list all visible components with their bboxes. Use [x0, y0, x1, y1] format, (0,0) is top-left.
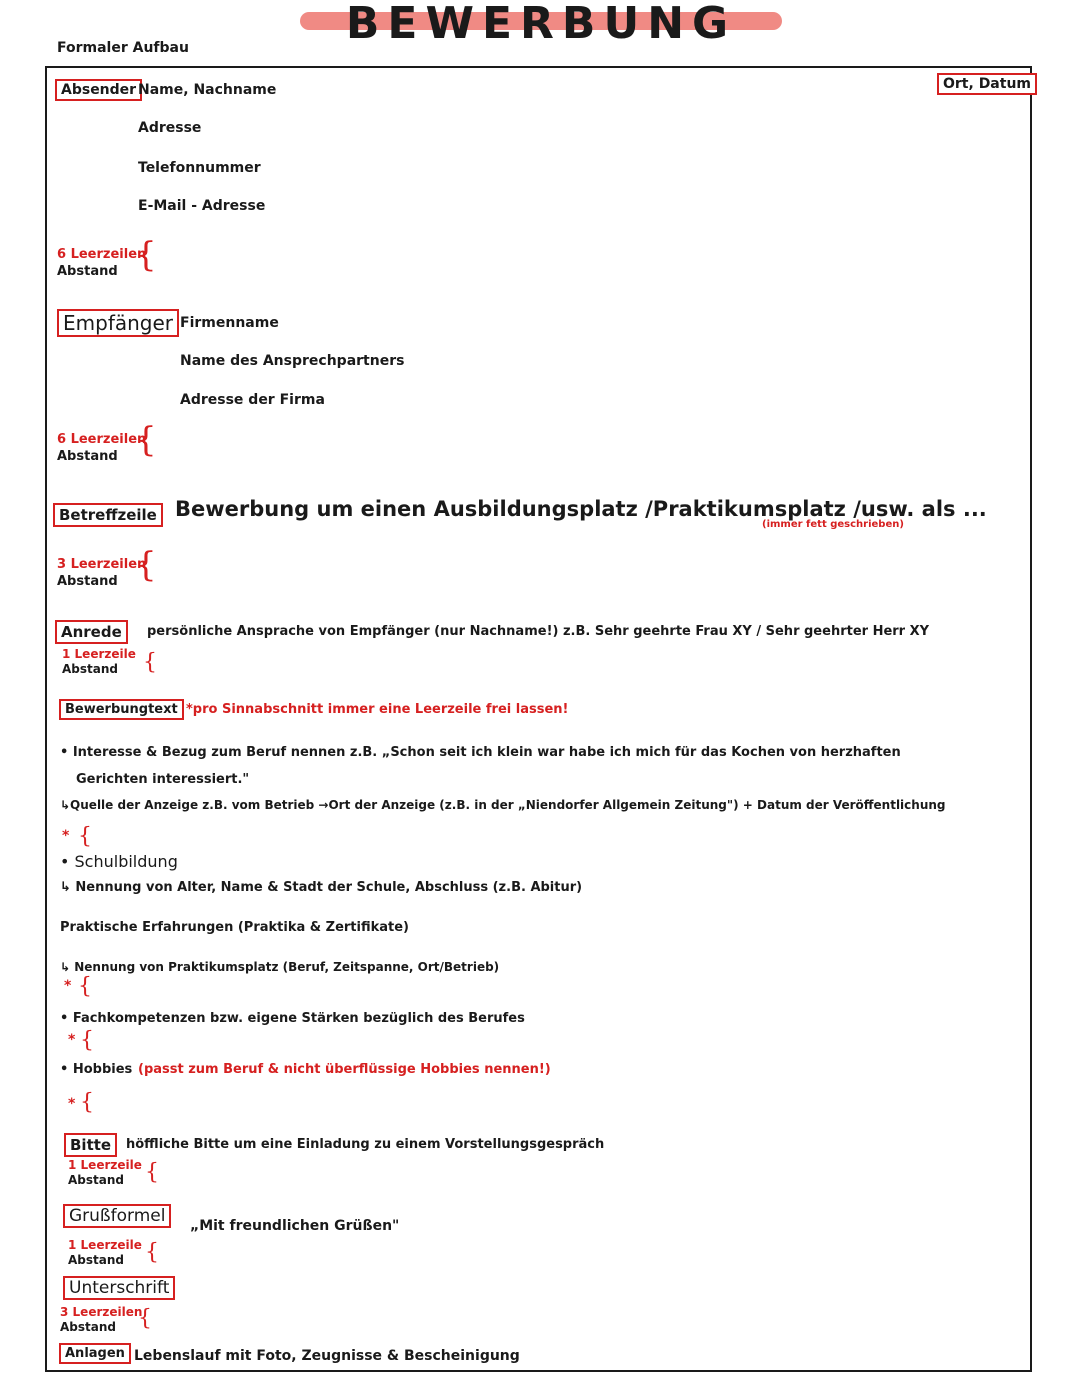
school-heading: • Schulbildung — [60, 852, 178, 871]
request-text: höffliche Bitte um eine Einladung zu einem Vorstellungsgespräch — [126, 1137, 605, 1152]
attachments-label: Anlagen — [59, 1343, 131, 1364]
letter-frame — [45, 66, 1032, 1372]
practical-heading: Praktische Erfahrungen (Praktika & Zertifikate) — [60, 920, 409, 935]
spacing-word: Abstand — [68, 1253, 124, 1267]
spacing-note — [68, 1158, 142, 1188]
signature-label: Unterschrift — [63, 1276, 175, 1300]
school-detail: ↳ Nennung von Alter, Name & Stadt der Schule, Abschluss (z.B. Abitur) — [60, 880, 583, 895]
spacing-word: Abstand — [60, 1320, 116, 1334]
body-note: *pro Sinnabschnitt immer eine Leerzeile frei lassen! — [186, 702, 569, 717]
subject-note: (immer fett geschrieben) — [762, 519, 904, 530]
subject-text: Bewerbung um einen Ausbildungsplatz /Praktikumsplatz /usw. als ... — [175, 497, 987, 521]
request-label: Bitte — [64, 1133, 117, 1157]
closing-text: „Mit freundlichen Grüßen" — [190, 1218, 400, 1234]
spacing-lines: 3 Leerzeilen — [57, 557, 147, 572]
sender-name: Name, Nachname — [138, 82, 277, 98]
sender-address: Adresse — [138, 120, 202, 136]
star-marker: * — [62, 828, 70, 844]
brace-icon: { — [138, 1306, 152, 1331]
skills-line: • Fachkompetenzen bzw. eigene Stärken bezüglich des Berufes — [60, 1011, 525, 1026]
spacing-word: Abstand — [57, 449, 118, 464]
brace-icon: { — [135, 235, 157, 275]
brace-icon: { — [135, 420, 157, 460]
sender-phone: Telefonnummer — [138, 160, 261, 176]
source-line: ↳Quelle der Anzeige z.B. vom Betrieb →Ort der Anzeige (z.B. in der „Niendorfer Allgemein Zeitung") + Datum der Veröffentlichung — [60, 798, 946, 812]
sender-label: Absender — [55, 79, 142, 101]
spacing-note — [60, 1305, 142, 1335]
brace-icon: { — [78, 824, 92, 849]
hobbies-label: • Hobbies — [60, 1062, 133, 1077]
section-heading: Formaler Aufbau — [57, 40, 189, 56]
page-title: BEWERBUNG — [345, 0, 737, 49]
spacing-lines: 3 Leerzeilen — [60, 1305, 143, 1319]
closing-label: Grußformel — [63, 1204, 171, 1228]
spacing-word: Abstand — [57, 574, 118, 589]
interest-line-1: • Interesse & Bezug zum Beruf nennen z.B. „Schon seit ich klein war habe ich mich für das Kochen von herzhaften — [60, 745, 901, 760]
spacing-note — [57, 556, 146, 590]
brace-icon: { — [143, 650, 157, 675]
star-marker: * — [64, 978, 72, 994]
spacing-lines: 1 Leerzeile — [62, 647, 136, 661]
spacing-note — [68, 1238, 142, 1268]
spacing-note — [57, 431, 146, 465]
interest-line-2: Gerichten interessiert." — [76, 772, 250, 787]
body-label: Bewerbungtext — [59, 699, 184, 720]
sender-email: E-Mail - Adresse — [138, 198, 266, 214]
spacing-word: Abstand — [62, 662, 118, 676]
brace-icon: { — [78, 974, 92, 999]
spacing-note — [62, 647, 136, 677]
spacing-lines: 1 Leerzeile — [68, 1238, 142, 1252]
star-marker: * — [68, 1032, 76, 1048]
spacing-word: Abstand — [68, 1173, 124, 1187]
brace-icon: { — [145, 1160, 159, 1185]
salutation-label: Anrede — [55, 620, 128, 644]
spacing-note — [57, 246, 146, 280]
recipient-company: Firmenname — [180, 315, 279, 331]
brace-icon: { — [135, 545, 157, 585]
recipient-contact: Name des Ansprechpartners — [180, 353, 405, 369]
recipient-address: Adresse der Firma — [180, 392, 325, 408]
spacing-lines: 6 Leerzeilen — [57, 247, 147, 262]
practical-detail: ↳ Nennung von Praktikumsplatz (Beruf, Zeitspanne, Ort/Betrieb) — [60, 960, 500, 974]
spacing-word: Abstand — [57, 264, 118, 279]
spacing-lines: 1 Leerzeile — [68, 1158, 142, 1172]
salutation-text: persönliche Ansprache von Empfänger (nur Nachname!) z.B. Sehr geehrte Frau XY / Sehr geehrter Herr XY — [147, 624, 930, 639]
subject-label: Betreffzeile — [53, 503, 163, 527]
star-marker: * — [68, 1096, 76, 1112]
hobbies-note: (passt zum Beruf & nicht überflüssige Hobbies nennen!) — [138, 1062, 551, 1077]
attachments-text: Lebenslauf mit Foto, Zeugnisse & Bescheinigung — [134, 1348, 520, 1364]
spacing-lines: 6 Leerzeilen — [57, 432, 147, 447]
date-label: Ort, Datum — [937, 73, 1037, 95]
recipient-label: Empfänger — [57, 309, 179, 337]
brace-icon: { — [80, 1090, 94, 1115]
brace-icon: { — [145, 1240, 159, 1265]
brace-icon: { — [80, 1028, 94, 1053]
